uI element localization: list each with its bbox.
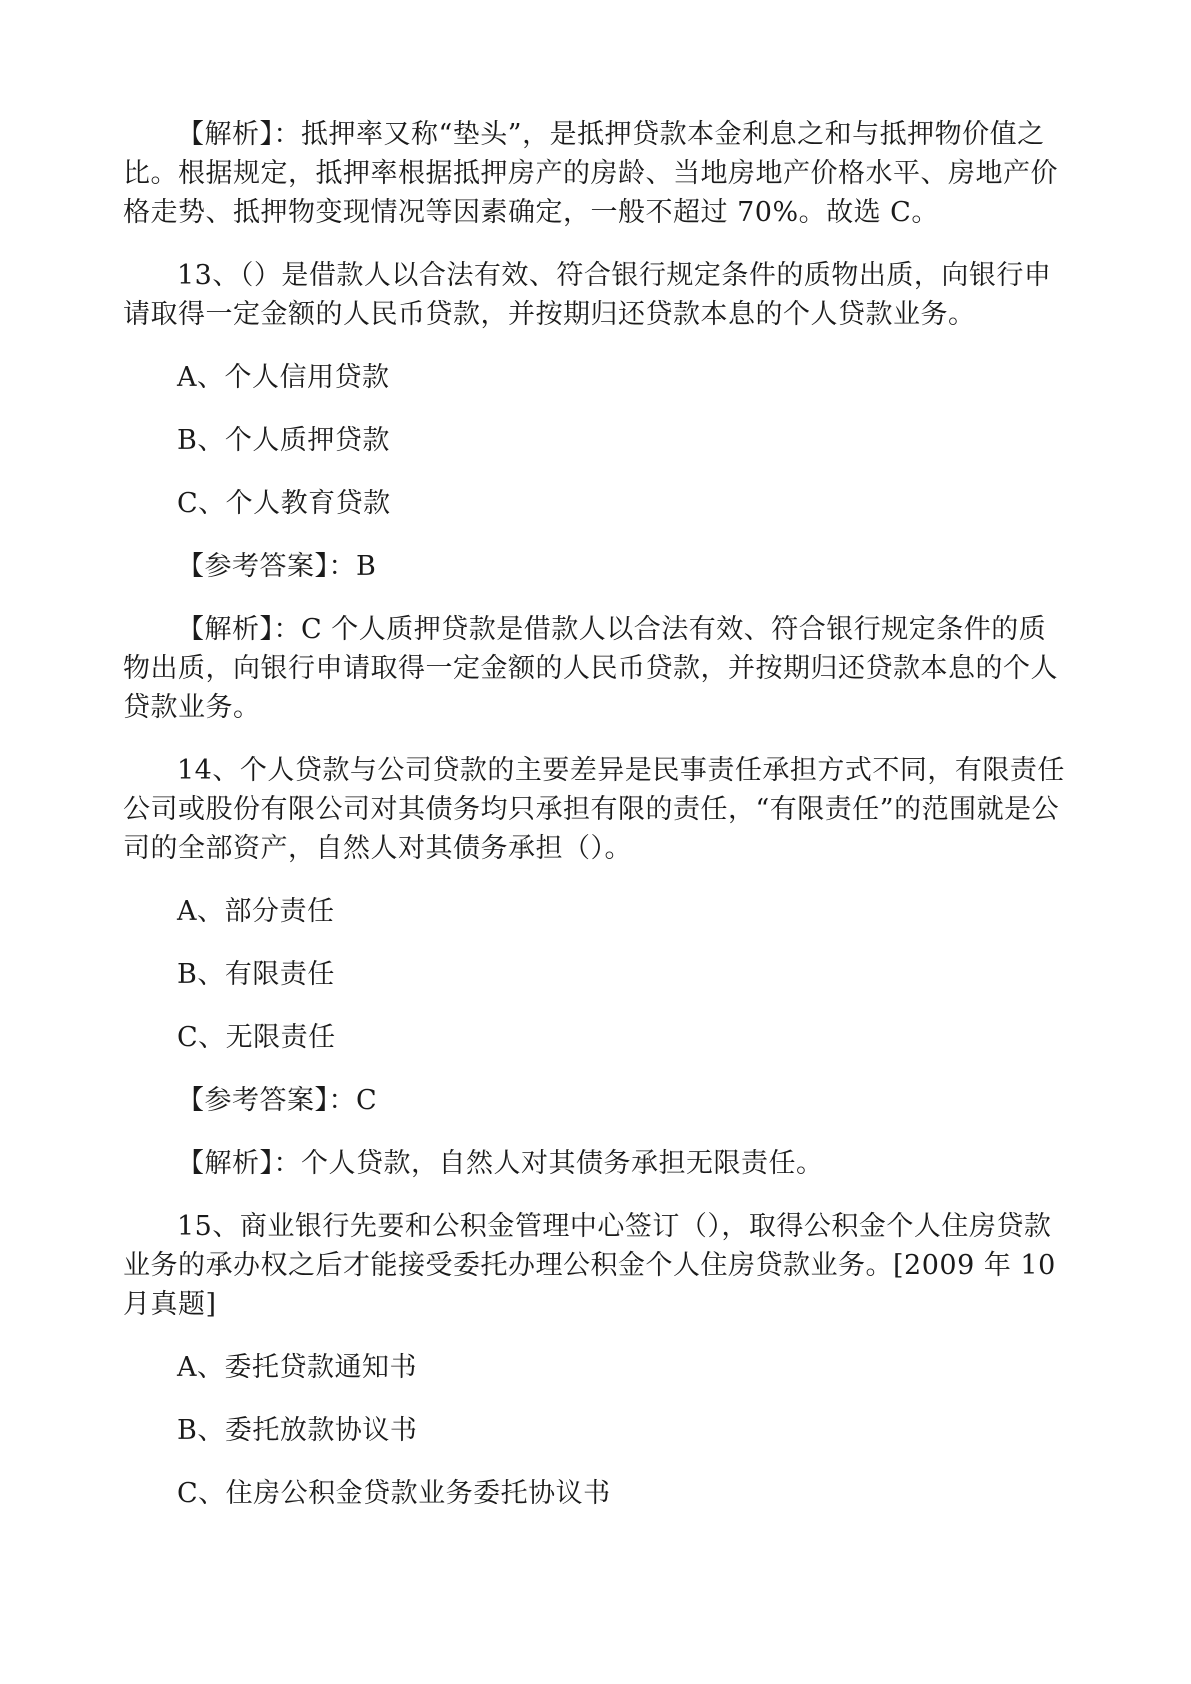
option-15-c: C、住房公积金贷款业务委托协议书 [177,1478,611,1509]
answer-14: 【参考答案】：C [177,1085,378,1116]
question-15: 15、商业银行先要和公积金管理中心签订（），取得公积金个人住房贷款业务的承办权之后才能接受委托办理公积金个人住房贷款业务。[2009 年 10 月真题] [123,1211,1065,1320]
option-13-c: C、个人教育贷款 [177,488,391,519]
document-page [123,115,1068,1537]
option-15-a: A、委托贷款通知书 [177,1352,417,1383]
question-14: 14、个人贷款与公司贷款的主要差异是民事责任承担方式不同，有限责任公司或股份有限公司对其债务均只承担有限的责任，“有限责任”的范围就是公司的全部资产，自然人对其债务承担（）。 [123,755,1065,864]
answer-13: 【参考答案】：B [177,551,377,582]
option-13-a: A、个人信用贷款 [177,362,390,393]
option-14-b: B、有限责任 [177,959,335,990]
option-14-a: A、部分责任 [177,896,335,927]
analysis-paragraph: 【解析】：抵押率又称“垫头”，是抵押贷款本金利息之和与抵押物价值之比。根据规定，抵押率根据抵押房产的房龄、当地房地产价格水平、房地产价格走势、抵押物变现情况等因素确定，一般不超过 70%。故选 C。 [123,119,1058,228]
option-15-b: B、委托放款协议书 [177,1415,418,1446]
analysis-14: 【解析】：个人贷款，自然人对其债务承担无限责任。 [177,1148,824,1179]
option-14-c: C、无限责任 [177,1022,336,1053]
analysis-13: 【解析】：C 个人质押贷款是借款人以合法有效、符合银行规定条件的质物出质，向银行申请取得一定金额的人民币贷款，并按期归还贷款本息的个人贷款业务。 [123,614,1058,723]
question-13: 13、（）是借款人以合法有效、符合银行规定条件的质物出质，向银行申请取得一定金额的人民币贷款，并按期归还贷款本息的个人贷款业务。 [123,260,1052,330]
option-13-b: B、个人质押贷款 [177,425,390,456]
